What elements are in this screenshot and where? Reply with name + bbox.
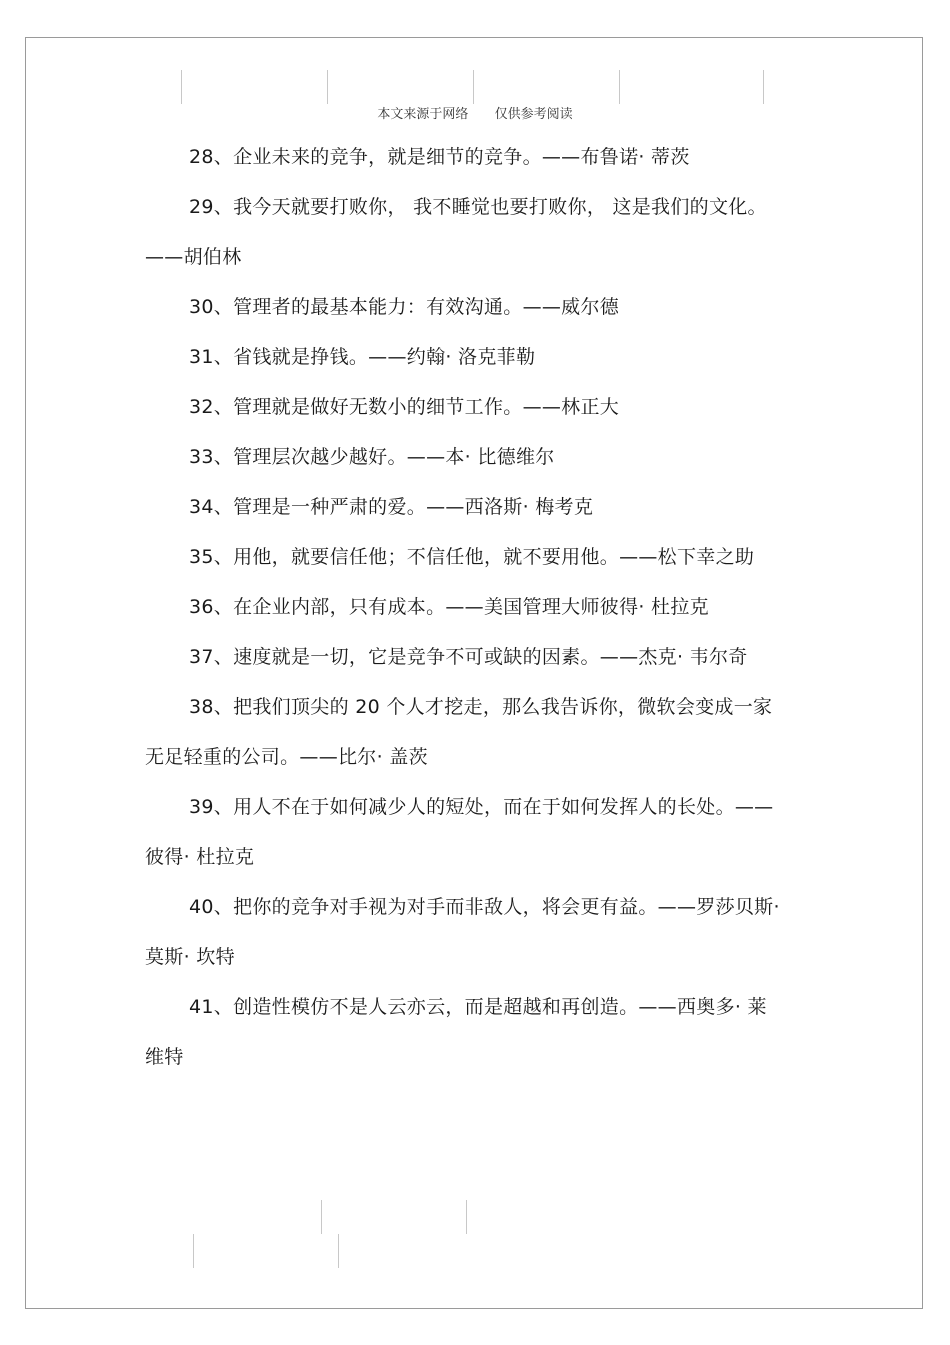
quote-item: 38、把我们顶尖的 20 个人才挖走，那么我告诉你，微软会变成一家无足轻重的公司。——比尔· 盖茨 xyxy=(145,696,773,768)
top-divider-5 xyxy=(763,70,764,104)
quote-item: 28、企业未来的竞争，就是细节的竞争。——布鲁诺· 蒂茨 xyxy=(189,146,690,168)
top-divider-3 xyxy=(473,70,474,104)
quote-item: 31、省钱就是挣钱。——约翰· 洛克菲勒 xyxy=(189,346,536,368)
quote-item: 40、把你的竞争对手视为对手而非敌人，将会更有益。——罗莎贝斯· 莫斯· 坎特 xyxy=(145,896,780,968)
quote-item: 39、用人不在于如何减少人的短处，而在于如何发挥人的长处。——彼得· 杜拉克 xyxy=(145,796,774,868)
quote-item: 32、管理就是做好无数小的细节工作。——林正大 xyxy=(189,396,620,418)
header-reference-text: 仅供参考阅读 xyxy=(494,107,573,122)
page-header xyxy=(0,103,950,122)
bottom-divider-2 xyxy=(466,1200,467,1234)
bottom-divider-1 xyxy=(321,1200,322,1234)
quote-item: 34、管理是一种严肃的爱。——西洛斯· 梅考克 xyxy=(189,496,594,518)
quote-item: 35、用他，就要信任他；不信任他，就不要用他。——松下幸之助 xyxy=(189,546,755,568)
quote-item: 30、管理者的最基本能力：有效沟通。——威尔德 xyxy=(189,296,620,318)
top-divider-4 xyxy=(619,70,620,104)
bottom-divider-3 xyxy=(193,1234,194,1268)
top-divider-1 xyxy=(181,70,182,104)
quote-list xyxy=(145,132,785,1082)
quote-item: 41、创造性模仿不是人云亦云，而是超越和再创造。——西奥多· 莱维特 xyxy=(145,996,767,1068)
quote-item: 36、在企业内部，只有成本。——美国管理大师彼得· 杜拉克 xyxy=(189,596,709,618)
bottom-divider-4 xyxy=(338,1234,339,1268)
quote-item: 37、速度就是一切，它是竞争不可或缺的因素。——杰克· 韦尔奇 xyxy=(189,646,748,668)
quote-item: 29、我今天就要打败你， 我不睡觉也要打败你， 这是我们的文化。——胡伯林 xyxy=(145,196,767,268)
quote-item: 33、管理层次越少越好。——本· 比德维尔 xyxy=(189,446,555,468)
top-divider-2 xyxy=(327,70,328,104)
header-source-text: 本文来源于网络 xyxy=(377,107,469,122)
